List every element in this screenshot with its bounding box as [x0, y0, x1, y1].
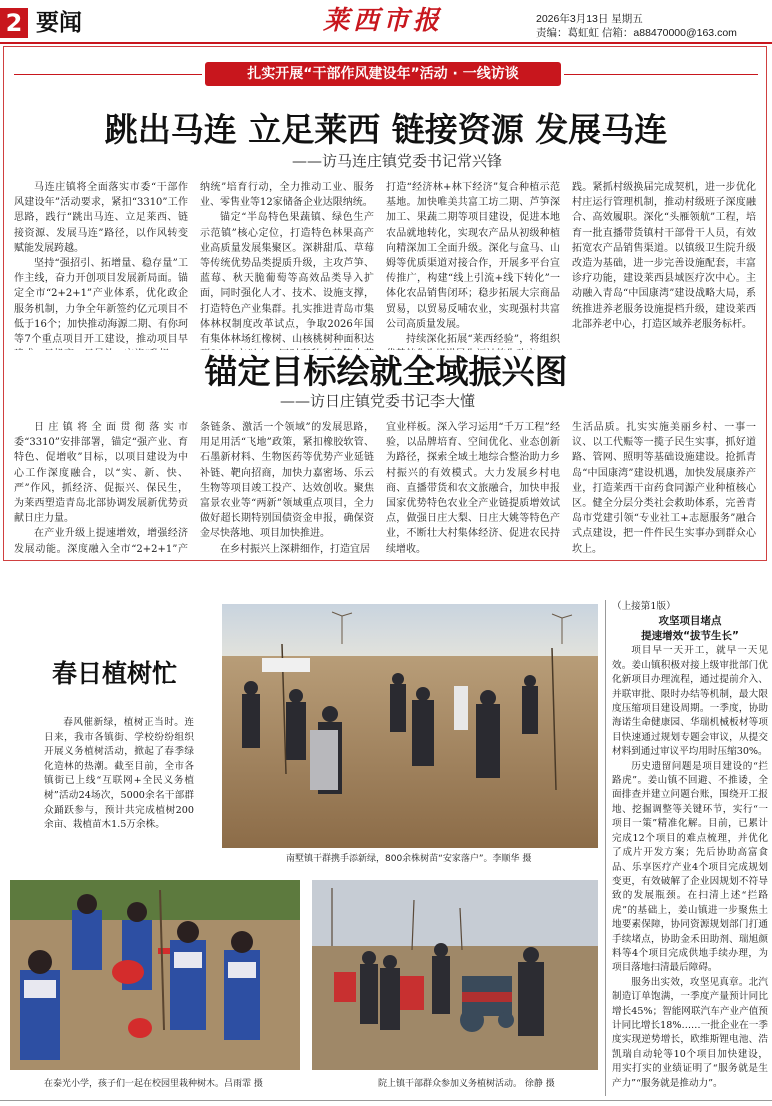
paragraph: 在产业升级上提速增效，增强经济发展动能。深度融入全市“2+2+1”产	[14, 528, 188, 554]
banner-rule-right	[564, 74, 758, 75]
campaign-banner: 扎实开展“干部作风建设年”活动 · 一线访谈	[205, 62, 561, 86]
paragraph: 纳统”培育行动，全力推动工业、服务业、零售业等12家储备企业达限纳统。	[200, 182, 374, 209]
photo-caption-main: 南墅镇干群携手添新绿，800余株树苗“安家落户”。李顺华 摄	[286, 854, 532, 864]
photo-caption-right: 院上镇干部群众参加义务植树活动。 徐静 摄	[378, 1079, 555, 1089]
column-divider	[605, 600, 606, 1096]
section-name: 要闻	[36, 10, 82, 36]
footer-rule	[0, 1100, 772, 1101]
article1-column-1	[14, 180, 188, 350]
paragraph: 坚持“强招引、拓增量、稳存量”工作主线，奋力开创项目发展新局面。锚定全市“2+2+1”产业体系，优化政企服务机制，力争全年新签约亿元项目不低于16个；加快推动海源二期、有你珂等7个重点项目开工建设，推动项目早	[14, 258, 188, 346]
paragraph: 日庄镇将全面贯彻落实市委“3310”安排部署，锚定“强产业、育特色、促增收”目标，以项目建设为中心工作深度融合，以“实、新、快、严”作风，抓经济、促振兴、保民生，为莱西塑造青岛北部协调发展新优势贡献日庄力量。	[14, 422, 188, 525]
newspaper-logo: 莱西市报	[322, 6, 443, 36]
tree-planting-photo-main	[222, 604, 598, 848]
article2-column-1	[14, 420, 188, 554]
paragraph: 服务出实效，攻坚见真章。北汽制造订单饱满，一季度产量预计同比增长45%；智能网联汽车产业产值预计同比增长18%……一批企业在一季度实现逆势增长，欧维斯锂电池、浩凯瑞自动轮等10个项目加快建设，用实打实的业绩证明了“服务就是生产力”“服务就是推动力”。	[612, 976, 768, 1089]
article2-column-3	[386, 420, 560, 554]
paragraph: 条链条、激活一个领域”的发展思路，用足用活“飞地”政策，紧扣橡胶软管、石墨新材料、生物医药等优势产业延链补链、靶向招商，加快力嘉密场、乐云生物等项目竣工投产、达效创收。聚焦富景农业等“两新”领域重点项目，全力做好超长期特别国债资金申报，确保资金尽快落地、项目加快推进。	[200, 422, 374, 540]
article1-subtitle: ——访马连庄镇党委书记常兴锋	[292, 152, 503, 170]
article1-column-2	[200, 180, 374, 350]
article2-column-2	[200, 420, 374, 554]
header-rule	[0, 42, 772, 44]
paragraph: 持续深化拓展“莱西经验”，将组织	[406, 334, 560, 346]
paragraph: 在乡村振兴上深耕细作，打造宜居	[220, 543, 370, 554]
continued-article	[612, 600, 768, 1091]
article1-title: 跳出马连 立足莱西 链接资源 发展马连	[104, 110, 668, 149]
issue-date: 2026年3月13日 星期五	[536, 13, 643, 25]
banner-rule-left	[14, 74, 202, 75]
paragraph: 历史遗留问题是项目建设的“拦路虎”。姜山镇不回避、不推诿，全面排查并建立问题台账，围绕开工报地、挖掘调整等关键环节，实行“一项目一策”精准化解。目前，已累计完成12个项目的难点梳理，并优化了成片开发方案；先后协助高富食品、乐享医疗产业4个项目完成规划变更，有效破解了企业因规划不符导致的发展瓶颈。在扫清上述“拦路虎”的基础上，姜山镇进一步聚焦土地要素保障，协同资源规划部门打通手续堵点，协助金禾田助剂、瑞旭颜料等4个项目完成供地手续办理，为项目落地扫清最后障碍。	[612, 760, 768, 974]
article2-subtitle: ——访日庄镇党委书记李大懂	[280, 392, 476, 410]
photo-caption-left: 在泰光小学，孩子们一起在校园里栽种树木。吕雨霏 摄	[44, 1079, 263, 1089]
feature-body	[44, 716, 194, 833]
paragraph: 春风催新绿，植树正当时。连日来，我市各镇街、学校纷纷组织开展义务植树活动，掀起了春季绿化造林的热潮。截至目前，全市各镇街已上线“互联网+全民义务植树”活动24场次，5000余名干部群众踊跃参与，预计共完成植树200余亩、栽植苗木1.5万余株。	[44, 717, 194, 831]
paragraph: 打造“经济林+林下经济”复合种植示范基地。加快唯美共富工坊二期、芦笋深加工、果蔬二期等项目建设，促进本地农品就地转化，实现农产品从初级种植向精深加工全面升级。深化与盒马、山姆等优质渠道对接合作，开展多平台宣传推广，构建“线上引流+线下转化”一体化农品销售闭环；稳步拓展大宗商品贸易，以贸易反哺农业，实现强村共富公司高质量发展。	[386, 182, 560, 330]
continued-note: （上接第1版）	[612, 601, 676, 612]
article1-column-4	[572, 180, 756, 350]
volunteer-planting-photo	[312, 880, 598, 1070]
editor-info: 责编：葛虹虹 信箱：a88470000@163.com	[536, 27, 737, 39]
article2-column-4	[572, 420, 756, 554]
continued-headline-1: 攻坚项目堵点	[658, 615, 722, 628]
paragraph: 宜业样板。深入学习运用“千万工程”经验，以品牌培育、空间优化、业态创新为路径，探索全域土地综合整治助力乡村振兴的有效模式。大力发展乡村电商、直播带货和农文旅融合，加快申报国家优势特色农业全产业链提质增效试点，做强日庄大梨、日庄大姚等特色产业，不断壮大村集体经济、促进农民持续增收。	[386, 422, 560, 554]
article1-column-3	[386, 180, 560, 350]
continued-headline-2: 提速增效“拔节生长”	[641, 630, 739, 643]
feature-title: 春日植树忙	[52, 659, 178, 688]
paragraph: 生活品质。扎实实施美丽乡村、一事一议、以工代赈等一揽子民生实事，抓好道路、管网、照明等基础设施建设。抢抓青岛“中国康湾”建设机遇，加快发展康养产业，打造莱西干亩药食同源产业种植核心区。健全分层分类社会救助体系，完善青岛市党建引领“专业社工+志愿服务”融合式点建设，把一件件民生实事办到群众心坎上。	[572, 422, 756, 554]
school-planting-photo	[10, 880, 300, 1070]
paragraph: 项目早一天开工，就早一天见效。姜山镇积极对接上级审批部门优化新项目办理流程，通过提前介入、并联审批、限时办结等机制，最大限度压缩项目建设周期。一季度，协助海诺生命健康园、华瑞机械板材等项目快速通过规划专题会审议，从提交材料到通过审议平均用时压缩30%。	[612, 645, 768, 758]
page-number: 2	[0, 8, 28, 38]
article2-title: 锚定目标绘就全域振兴图	[204, 352, 568, 391]
paragraph: 践。紧抓村级换届完成契机，进一步优化村庄运行管理机制，推动村级班子深度融合、高效履职。深化“头雁领航”工程，培育一批直播带货镇村干部骨干人员，有效拓宽农产品销售渠道。以镇级卫生院升级改造为基础，进一步完善设施配套，丰富诊疗功能，建设莱西县域医疗次中心。主动融入青岛“中国康湾”建设战略大局，系统推进养老服务设施提档升级，建设莱西北部养老中心，打造区域养老服务标杆。	[572, 182, 756, 330]
paragraph: 马连庄镇将全面落实市委“干部作风建设年”活动要求，紧扣“3310”工作思路，践行“跳出马连、立足莱西、链接资源、发展马连”路径，以作风转变赋能发展跨越。	[14, 182, 188, 254]
paragraph: 锚定“半岛特色果蔬镇、绿色生产示范镇”核心定位，打造特色林果高产业高质量发展集聚区。深耕甜瓜、草莓等传统优势品类提质升级，主攻芦笋、蓝莓、秋天脆葡萄等高效品类导入扩面，同时强化人才、技术、设施支撑，打造特色产业集群。扎实推进青岛市集体林权制度改革试点，争取2026年国有集体林场红橡树、山核桃树种面积达	[200, 212, 374, 346]
